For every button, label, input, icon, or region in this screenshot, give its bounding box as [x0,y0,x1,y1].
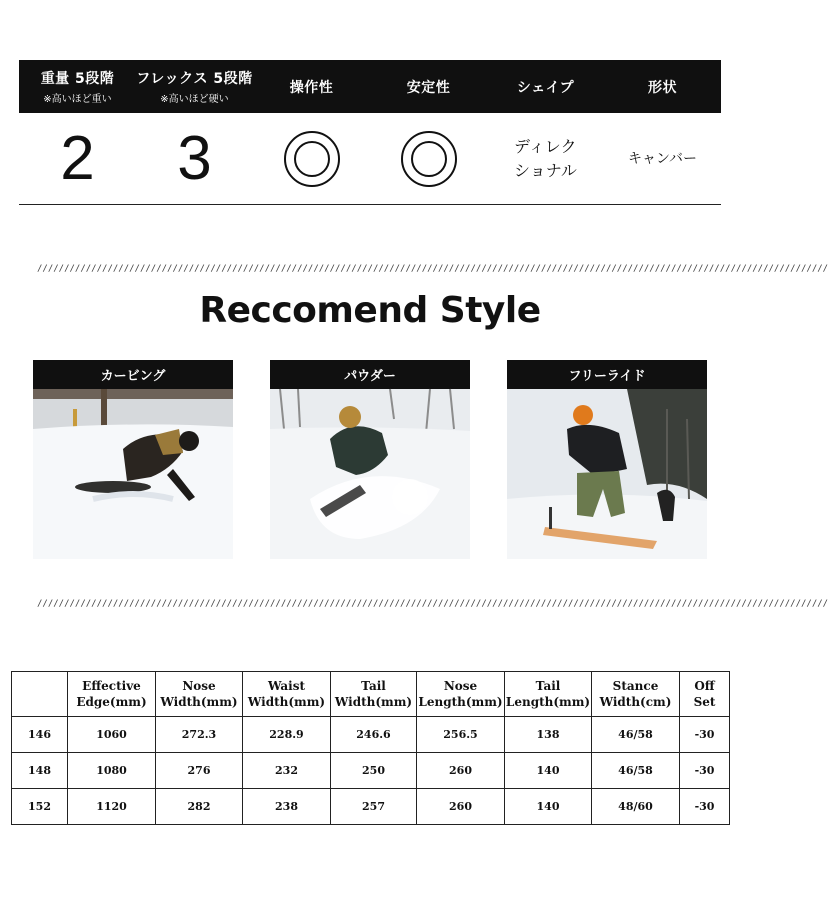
header-size [12,672,68,717]
stability-value-cell [370,113,487,205]
cell-stance-width: 48/60 [592,789,680,825]
cell-tail-length: 140 [505,789,592,825]
table-row [12,789,730,825]
cell-tail-width: 257 [331,789,417,825]
header-shape-label: シェイプ [516,79,575,96]
header-nose-width: Nose Width(mm) [156,672,243,717]
carving-photo [33,389,233,559]
style-label-carving: カービング [33,360,233,389]
shape-value [514,135,577,183]
header-weight-note: ※高いほど重い [43,94,112,105]
header-effective-edge: Effective Edge(mm) [68,672,156,717]
table-header-row [12,672,730,717]
cell-effective-edge: 1080 [68,753,156,789]
cell-tail-width: 246.6 [331,717,417,753]
style-label-freeride: フリーライド [507,360,707,389]
shape-value-cell [487,113,604,205]
header-shape [487,60,604,113]
header-camber-label: 形状 [648,79,677,96]
cell-offset: -30 [680,753,730,789]
cell-size: 146 [12,717,68,753]
powder-photo [270,389,470,559]
header-waist-width: Waist Width(mm) [243,672,331,717]
cell-size: 152 [12,789,68,825]
header-flex-note: ※高いほど硬い [160,94,229,105]
header-handling [253,60,370,113]
freeride-photo [507,389,707,559]
double-circle-icon [284,131,340,187]
header-flex-label: フレックス 5段階 [136,71,253,87]
header-nose-length: Nose Length(mm) [417,672,505,717]
cell-stance-width: 46/58 [592,717,680,753]
header-flex [136,60,253,113]
camber-value: キャンバー [627,151,698,167]
double-circle-icon [401,131,457,187]
handling-value-cell [253,113,370,205]
cell-offset: -30 [680,789,730,825]
header-stability-label: 安定性 [406,79,451,96]
recommend-title: Reccomend Style [199,290,541,331]
flex-value-cell [136,113,253,205]
cell-tail-length: 138 [505,717,592,753]
header-weight [19,60,136,113]
shape-value-line1: ディレク [514,137,577,156]
table-row [12,717,730,753]
style-card-freeride [507,360,707,559]
header-weight-label: 重量 5段階 [40,71,115,87]
spec-header [19,60,721,113]
cell-waist-width: 228.9 [243,717,331,753]
style-card-powder [270,360,470,559]
cell-size: 148 [12,753,68,789]
table-row [12,753,730,789]
header-stability [370,60,487,113]
shape-value-line2: ショナル [514,161,577,180]
cell-waist-width: 238 [243,789,331,825]
header-tail-width: Tail Width(mm) [331,672,417,717]
slash-divider-top: ////////////////////////////////////////////////////////////////////////////////////////////////////////////////////////////////////////////////// [37,264,828,274]
style-label-powder: パウダー [270,360,470,389]
cell-nose-length: 256.5 [417,717,505,753]
header-camber [604,60,721,113]
cell-nose-width: 272.3 [156,717,243,753]
cell-nose-length: 260 [417,753,505,789]
cell-tail-width: 250 [331,753,417,789]
cell-nose-width: 282 [156,789,243,825]
cell-nose-width: 276 [156,753,243,789]
header-tail-length: Tail Length(mm) [505,672,592,717]
cell-nose-length: 260 [417,789,505,825]
header-handling-label: 操作性 [289,79,334,96]
cell-effective-edge: 1120 [68,789,156,825]
slash-divider-bottom: ////////////////////////////////////////////////////////////////////////////////////////////////////////////////////////////////////////////////// [37,599,828,609]
header-stance-width: Stance Width(cm) [592,672,680,717]
weight-value-cell [19,113,136,205]
cell-waist-width: 232 [243,753,331,789]
weight-value: 2 [60,124,95,193]
cell-stance-width: 46/58 [592,753,680,789]
cell-offset: -30 [680,717,730,753]
spec-values [19,113,721,205]
camber-value-cell [604,113,721,205]
style-card-carving [33,360,233,559]
cell-effective-edge: 1060 [68,717,156,753]
cell-tail-length: 140 [505,753,592,789]
flex-value: 3 [177,124,212,193]
size-spec-table [11,671,730,825]
header-offset: Off Set [680,672,730,717]
